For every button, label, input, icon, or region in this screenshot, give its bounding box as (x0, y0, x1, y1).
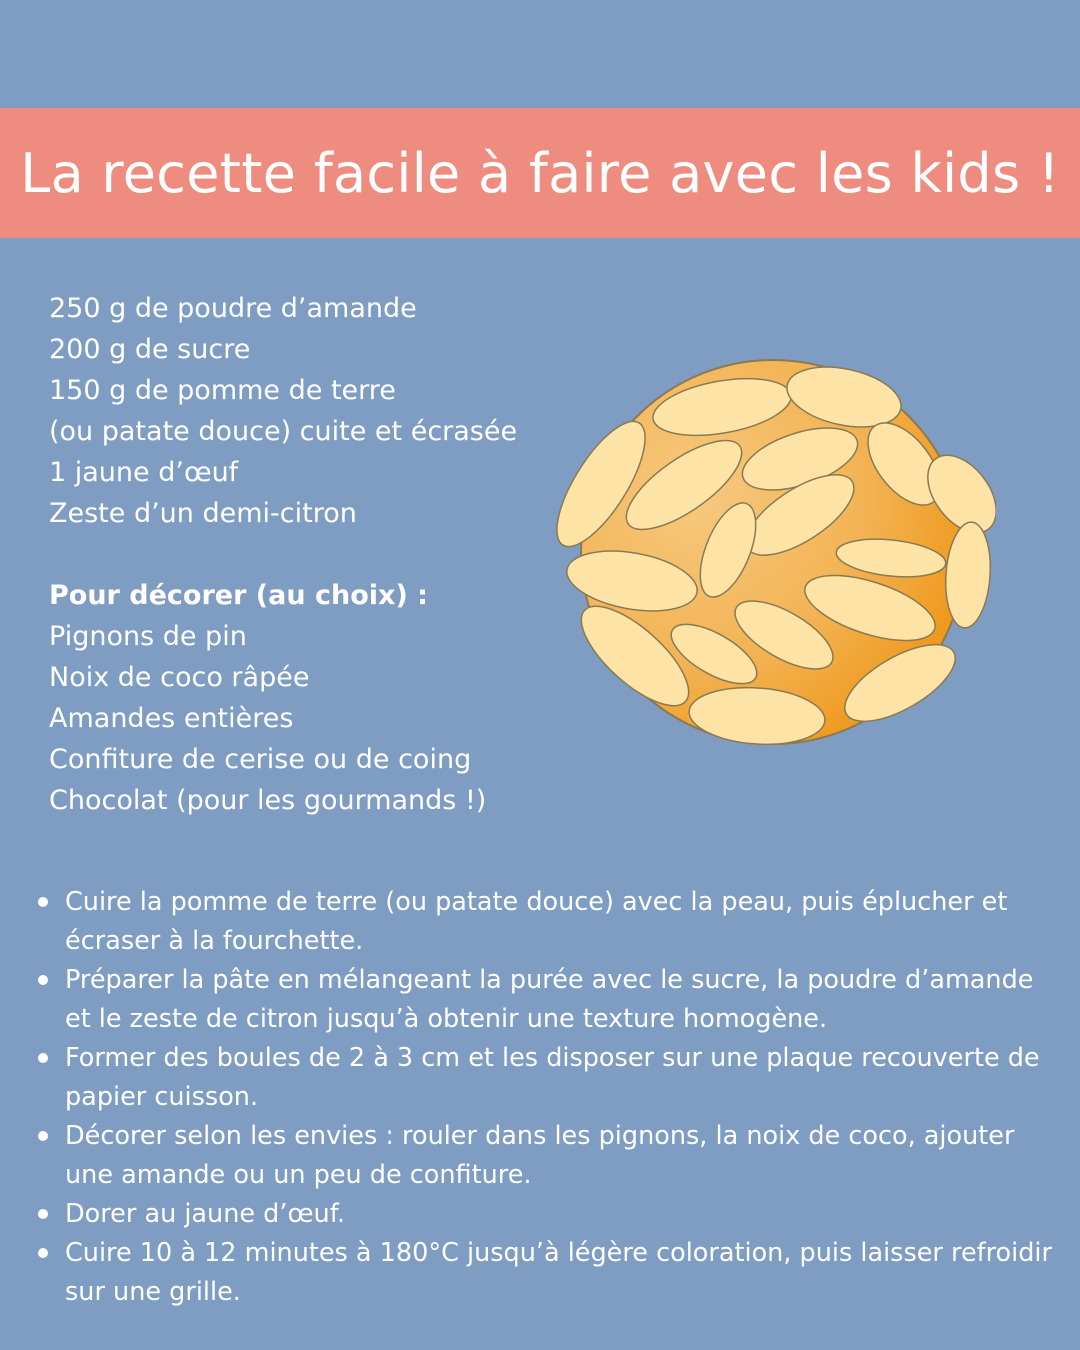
bullet-icon (38, 1053, 48, 1063)
decoration-item: Chocolat (pour les gourmands !) (49, 785, 487, 816)
step-item (36, 1195, 1066, 1234)
decoration-heading: Pour décorer (au choix) : (49, 580, 428, 611)
pine-nut-ball-icon (556, 352, 996, 752)
step-item (36, 1234, 1066, 1312)
bullet-icon (38, 975, 48, 985)
decoration-item: Confiture de cerise ou de coing (49, 744, 472, 775)
step-item (36, 883, 1066, 961)
bullet-icon (38, 897, 48, 907)
title-banner (0, 108, 1080, 238)
section-spacer (49, 534, 569, 575)
ingredients-list (49, 288, 569, 821)
ingredient-item: 1 jaune d’œuf (49, 457, 239, 488)
step-text: Dorer au jaune d’œuf. (65, 1199, 345, 1229)
decoration-item: Amandes entières (49, 703, 294, 734)
bullet-icon (38, 1209, 48, 1219)
step-text: Décorer selon les envies : rouler dans les pignons, la noix de coco, ajouter une amande ou un peu de confiture. (65, 1121, 1015, 1190)
step-text: Préparer la pâte en mélangeant la purée avec le sucre, la poudre d’amande et le zeste de citron jusqu’à obtenir une texture homogène. (65, 965, 1034, 1034)
ingredient-item: 150 g de pomme de terre (49, 375, 396, 406)
decoration-item: Pignons de pin (49, 621, 247, 652)
step-item (36, 1039, 1066, 1117)
ingredient-item: 200 g de sucre (49, 334, 251, 365)
step-text: Cuire 10 à 12 minutes à 180°C jusqu’à légère coloration, puis laisser refroidir sur une grille. (65, 1238, 1052, 1307)
ingredient-item: (ou patate douce) cuite et écrasée (49, 416, 518, 447)
ingredient-item: 250 g de poudre d’amande (49, 293, 417, 324)
step-text: Cuire la pomme de terre (ou patate douce) avec la peau, puis éplucher et écraser à la fourchette. (65, 887, 1008, 956)
bullet-icon (38, 1131, 48, 1141)
page-title: La recette facile à faire avec les kids ! (20, 141, 1060, 205)
step-text: Former des boules de 2 à 3 cm et les disposer sur une plaque recouverte de papier cuisson. (65, 1043, 1040, 1112)
bullet-icon (38, 1248, 48, 1258)
steps-list (36, 883, 1066, 1312)
ingredient-item: Zeste d’un demi-citron (49, 498, 357, 529)
step-item (36, 1117, 1066, 1195)
pine-nut-ball-svg (556, 352, 996, 752)
decoration-item: Noix de coco râpée (49, 662, 310, 693)
step-item (36, 961, 1066, 1039)
